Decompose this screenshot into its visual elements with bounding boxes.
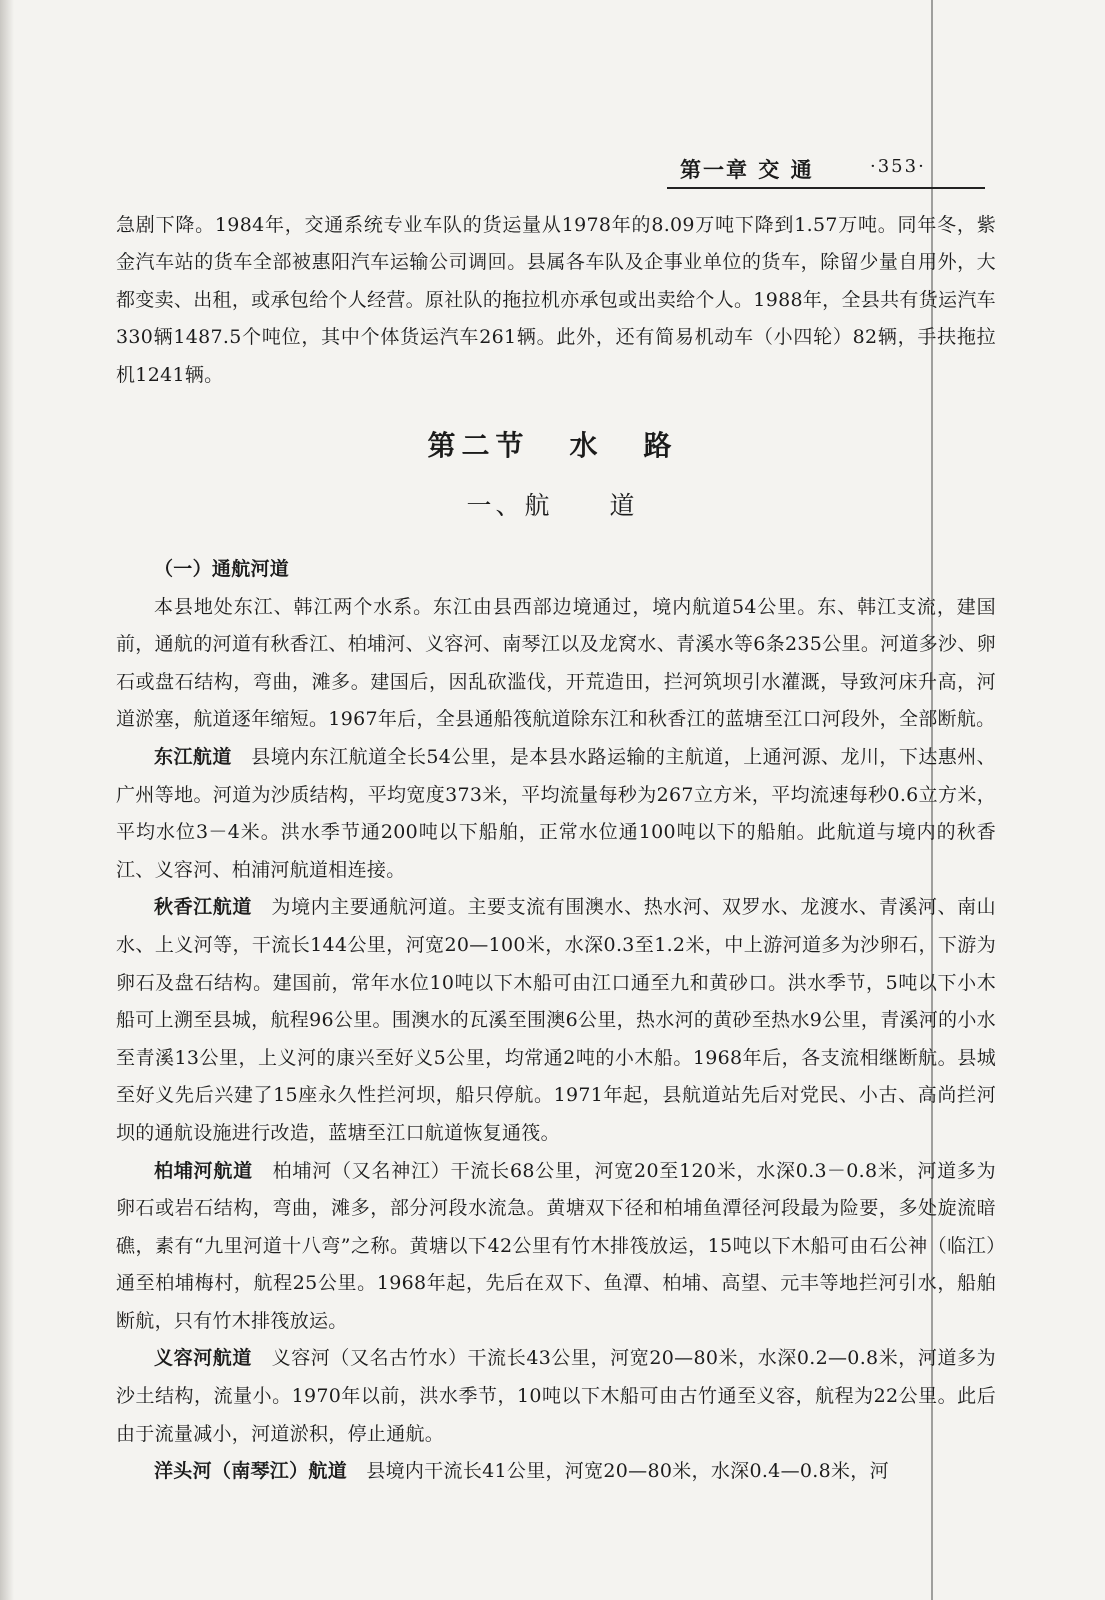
term-qiuxiang: 秋香江航道 xyxy=(154,896,252,919)
text-yangtou: 县境内干流长41公里，河宽20—80米，水深0.4—0.8米，河 xyxy=(366,1460,889,1483)
text-qiuxiang: 为境内主要通航河道。主要支流有围澳水、热水河、双罗水、龙渡水、青溪河、南山水、上义河等，干流长144公里，河宽20—100米，水深0.3至1.2米，中上游河道多为沙卵石，下游为卵石及盘石结构。建国前，常年水位10吨以下木船可由江口通至九和黄砂口。洪水季节，5吨以下小木船可上溯至县城，航程96公里。围澳水的瓦溪至围澳6公里，热水河的黄砂至热水9公里，青溪河的小水至青溪13公里，上义河的康兴至好义5公里，均常通2吨的小木船。1968年后，各支流相继断航。县城至好义先后兴建了15座永久性拦河坝，船只停航。1971年起，县航道站先后对党民、小古、高尚拦河坝的通航设施进行改造，蓝塘至江口航道恢复通筏。 xyxy=(116,896,996,1144)
chapter-title: 第一章 交 通 xyxy=(680,157,814,182)
scan-edge-shadow xyxy=(0,0,14,1600)
term-dongjiang: 东江航道 xyxy=(154,745,232,768)
running-head xyxy=(680,154,980,184)
subsection-title-part1: 一、航 xyxy=(466,491,554,520)
section-title-part3: 路 xyxy=(643,429,678,462)
main-text xyxy=(116,551,996,1491)
subsection-title xyxy=(0,486,1105,526)
intro-text xyxy=(116,207,996,394)
term-yirong: 义容河航道 xyxy=(154,1347,252,1370)
paragraph-dongjiang xyxy=(116,739,996,889)
text-yirong: 义容河（又名古竹水）干流长43公里，河宽20—80米，水深0.2—0.8米，河道多为沙土结构，流量小。1970年以前，洪水季节，10吨以下木船可由古竹通至义容，航程为22公里。此后由于流量减小，河道淤积，停止通航。 xyxy=(116,1347,996,1445)
text-baipu: 柏埔河（又名神江）干流长68公里，河宽20至120米，水深0.3－0.8米，河道多为卵石或岩石结构，弯曲，滩多，部分河段水流急。黄塘双下径和柏埔鱼潭径河段最为险要，多处旋流暗礁，素有“九里河道十八弯”之称。黄塘以下42公里有竹木排筏放运，15吨以下木船可由石公神（临江）通至柏埔梅村，航程25公里。1968年起，先后在双下、鱼潭、柏埔、高望、元丰等地拦河引水，船舶断航，只有竹木排筏放运。 xyxy=(116,1159,996,1332)
header-rule xyxy=(667,187,985,189)
paragraph-baipu xyxy=(116,1153,996,1341)
paragraph-qiuxiang xyxy=(116,889,996,1152)
paragraph-overview: 本县地处东江、韩江两个水系。东江由县西部边境通过，境内航道54公里。东、韩江支流，建国前，通航的河道有秋香江、柏埔河、义容河、南琴江以及龙窝水、青溪水等6条235公里。河道多沙、卵石或盘石结构，弯曲，滩多。建国后，因乱砍滥伐，开荒造田，拦河筑坝引水灌溉，导致河床升高，河道淤塞，航道逐年缩短。1967年后，全县通船筏航道除东江和秋香江的蓝塘至江口河段外，全部断航。 xyxy=(116,595,996,731)
paragraph-yirong xyxy=(116,1340,996,1453)
section-title xyxy=(0,424,1105,468)
intro-paragraph: 急剧下降。1984年，交通系统专业车队的货运量从1978年的8.09万吨下降到1.57万吨。同年冬，紫金汽车站的货车全部被惠阳汽车运输公司调回。县属各车队及企事业单位的货车，除留少量自用外，大都变卖、出租，或承包给个人经营。原社队的拖拉机亦承包或出卖给个人。1988年，全县共有货运汽车330辆1487.5个吨位，其中个体货运汽车261辆。此外，还有简易机动车（小四轮）82辆，手扶拖拉机1241辆。 xyxy=(116,214,996,386)
text-dongjiang: 县境内东江航道全长54公里，是本县水路运输的主航道，上通河源、龙川，下达惠州、广州等地。河道为沙质结构，平均宽度373米，平均流量每秒为267立方米，平均流速每秒0.6立方米，平均水位3－4米。洪水季节通200吨以下船舶，正常水位通100吨以下的船舶。此航道与境内的秋香江、义容河、柏浦河航道相连接。 xyxy=(116,745,996,881)
paragraph-yangtou xyxy=(116,1453,996,1491)
term-yangtou: 洋头河（南琴江）航道 xyxy=(154,1460,348,1483)
subsection-title-part2: 道 xyxy=(609,491,639,520)
subhead-navigable-rivers: （一）通航河道 xyxy=(154,558,290,580)
page-number: ·353· xyxy=(870,156,926,177)
section-title-part2: 水 xyxy=(569,429,604,462)
term-baipu: 柏埔河航道 xyxy=(154,1159,253,1182)
section-title-part1: 第二节 xyxy=(427,429,530,462)
